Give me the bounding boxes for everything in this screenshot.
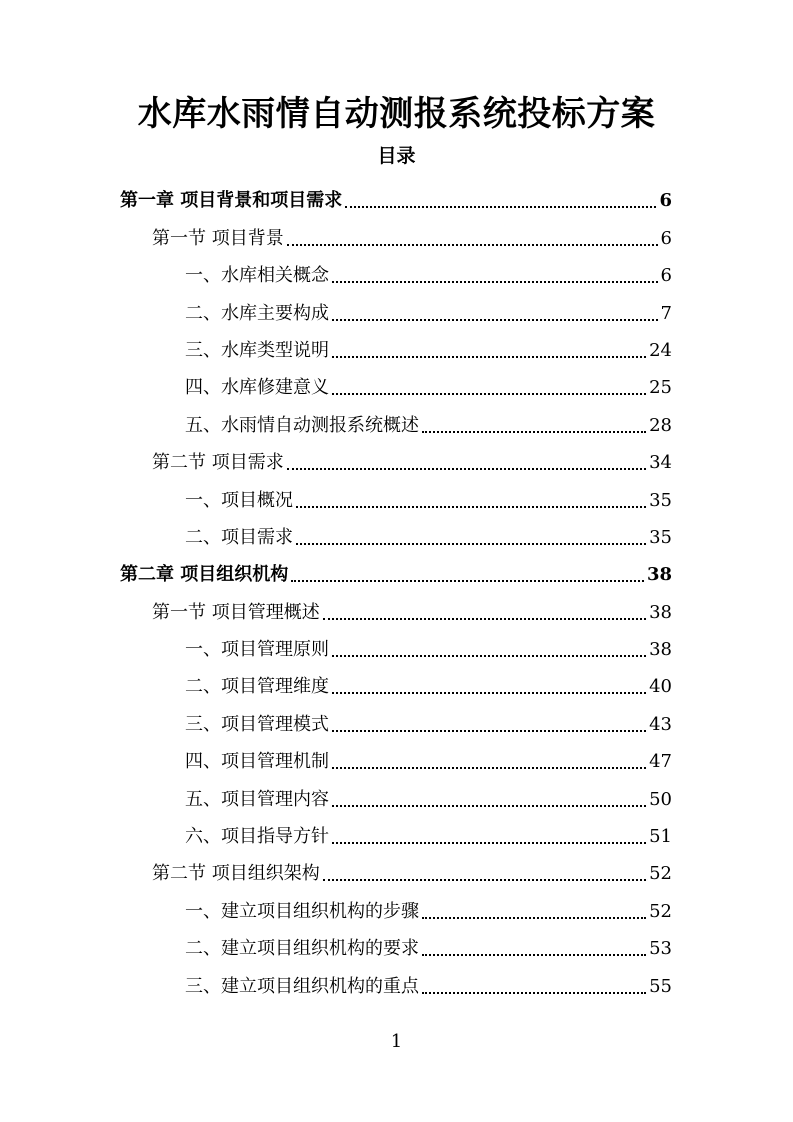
toc-subsection-entry[interactable] xyxy=(0,367,793,404)
toc-heading: 目录 xyxy=(377,145,416,167)
toc-entry-page: 40 xyxy=(649,676,672,698)
toc-entry-page: 52 xyxy=(649,900,672,922)
toc-subsection-entry[interactable] xyxy=(0,816,793,853)
toc-dot-leader xyxy=(332,393,646,395)
toc-entry-title: 三、项目管理模式 xyxy=(185,713,329,735)
toc-entry-page: 52 xyxy=(649,863,672,885)
toc-entry-page: 50 xyxy=(649,788,672,810)
toc-dot-leader xyxy=(291,580,644,582)
toc-dot-leader xyxy=(332,692,646,694)
toc-entry-page: 55 xyxy=(649,975,672,997)
toc-subsection-entry[interactable] xyxy=(0,741,793,778)
toc-dot-leader xyxy=(323,879,646,881)
toc-dot-leader xyxy=(332,655,646,657)
toc-chapter-entry[interactable] xyxy=(0,180,793,217)
toc-dot-leader xyxy=(422,992,646,994)
toc-entry-title: 三、建立项目组织机构的重点 xyxy=(185,975,419,997)
toc-dot-leader xyxy=(287,244,658,246)
toc-dot-leader xyxy=(287,468,646,470)
toc-entry-title: 第一章 项目背景和项目需求 xyxy=(120,190,343,212)
toc-subsection-entry[interactable] xyxy=(0,404,793,441)
toc-entry-title: 六、项目指导方针 xyxy=(185,826,329,848)
toc-entry-title: 第二节 项目需求 xyxy=(152,452,284,474)
toc-dot-leader xyxy=(332,356,646,358)
toc-entry-title: 第一节 项目管理概述 xyxy=(152,601,320,623)
toc-entry-title: 二、项目需求 xyxy=(185,526,293,548)
toc-entry-title: 第二章 项目组织机构 xyxy=(120,564,289,586)
toc-entry-title: 第一节 项目背景 xyxy=(152,227,284,249)
toc-entry-title: 一、水库相关概念 xyxy=(185,265,329,287)
table-of-contents xyxy=(0,180,793,1003)
toc-section-entry[interactable] xyxy=(0,591,793,628)
toc-subsection-entry[interactable] xyxy=(0,965,793,1002)
toc-entry-page: 6 xyxy=(660,227,672,249)
toc-entry-page: 25 xyxy=(649,377,672,399)
toc-section-entry[interactable] xyxy=(0,442,793,479)
toc-dot-leader xyxy=(296,543,646,545)
toc-subsection-entry[interactable] xyxy=(0,778,793,815)
toc-subsection-entry[interactable] xyxy=(0,330,793,367)
toc-entry-page: 38 xyxy=(646,564,672,586)
toc-subsection-entry[interactable] xyxy=(0,292,793,329)
toc-chapter-entry[interactable] xyxy=(0,554,793,591)
toc-section-entry[interactable] xyxy=(0,853,793,890)
toc-entry-title: 二、水库主要构成 xyxy=(185,302,329,324)
toc-entry-title: 五、项目管理内容 xyxy=(185,788,329,810)
toc-entry-title: 一、项目概况 xyxy=(185,489,293,511)
toc-entry-page: 6 xyxy=(660,265,672,287)
document-title: 水库水雨情自动测报系统投标方案 xyxy=(137,94,656,134)
toc-section-entry[interactable] xyxy=(0,217,793,254)
toc-dot-leader xyxy=(332,730,646,732)
toc-entry-page: 35 xyxy=(649,526,672,548)
toc-entry-page: 43 xyxy=(649,713,672,735)
toc-subsection-entry[interactable] xyxy=(0,890,793,927)
toc-dot-leader xyxy=(332,767,646,769)
toc-dot-leader xyxy=(332,319,658,321)
toc-entry-title: 五、水雨情自动测报系统概述 xyxy=(185,414,419,436)
toc-entry-title: 第二节 项目组织架构 xyxy=(152,863,320,885)
toc-entry-page: 35 xyxy=(649,489,672,511)
toc-entry-page: 7 xyxy=(660,302,672,324)
toc-entry-title: 一、项目管理原则 xyxy=(185,639,329,661)
toc-dot-leader xyxy=(323,618,646,620)
toc-entry-page: 38 xyxy=(649,601,672,623)
toc-dot-leader xyxy=(422,917,646,919)
toc-entry-title: 三、水库类型说明 xyxy=(185,339,329,361)
toc-dot-leader xyxy=(332,805,646,807)
toc-subsection-entry[interactable] xyxy=(0,703,793,740)
toc-subsection-entry[interactable] xyxy=(0,928,793,965)
toc-subsection-entry[interactable] xyxy=(0,479,793,516)
toc-dot-leader xyxy=(296,506,646,508)
toc-subsection-entry[interactable] xyxy=(0,666,793,703)
toc-dot-leader xyxy=(332,842,646,844)
toc-dot-leader xyxy=(422,954,646,956)
toc-subsection-entry[interactable] xyxy=(0,629,793,666)
page-number: 1 xyxy=(390,1031,403,1052)
toc-entry-page: 24 xyxy=(649,339,672,361)
toc-entry-title: 四、项目管理机制 xyxy=(185,751,329,773)
toc-entry-title: 二、项目管理维度 xyxy=(185,676,329,698)
toc-entry-title: 二、建立项目组织机构的要求 xyxy=(185,938,419,960)
toc-dot-leader xyxy=(332,281,658,283)
toc-subsection-entry[interactable] xyxy=(0,255,793,292)
toc-dot-leader xyxy=(422,431,646,433)
toc-entry-page: 51 xyxy=(649,826,672,848)
toc-entry-page: 47 xyxy=(649,751,672,773)
toc-entry-title: 四、水库修建意义 xyxy=(185,377,329,399)
toc-entry-page: 28 xyxy=(649,414,672,436)
toc-entry-page: 38 xyxy=(649,639,672,661)
toc-entry-title: 一、建立项目组织机构的步骤 xyxy=(185,900,419,922)
toc-entry-page: 34 xyxy=(649,452,672,474)
toc-entry-page: 53 xyxy=(649,938,672,960)
toc-dot-leader xyxy=(345,206,656,208)
toc-subsection-entry[interactable] xyxy=(0,517,793,554)
toc-entry-page: 6 xyxy=(659,190,672,212)
